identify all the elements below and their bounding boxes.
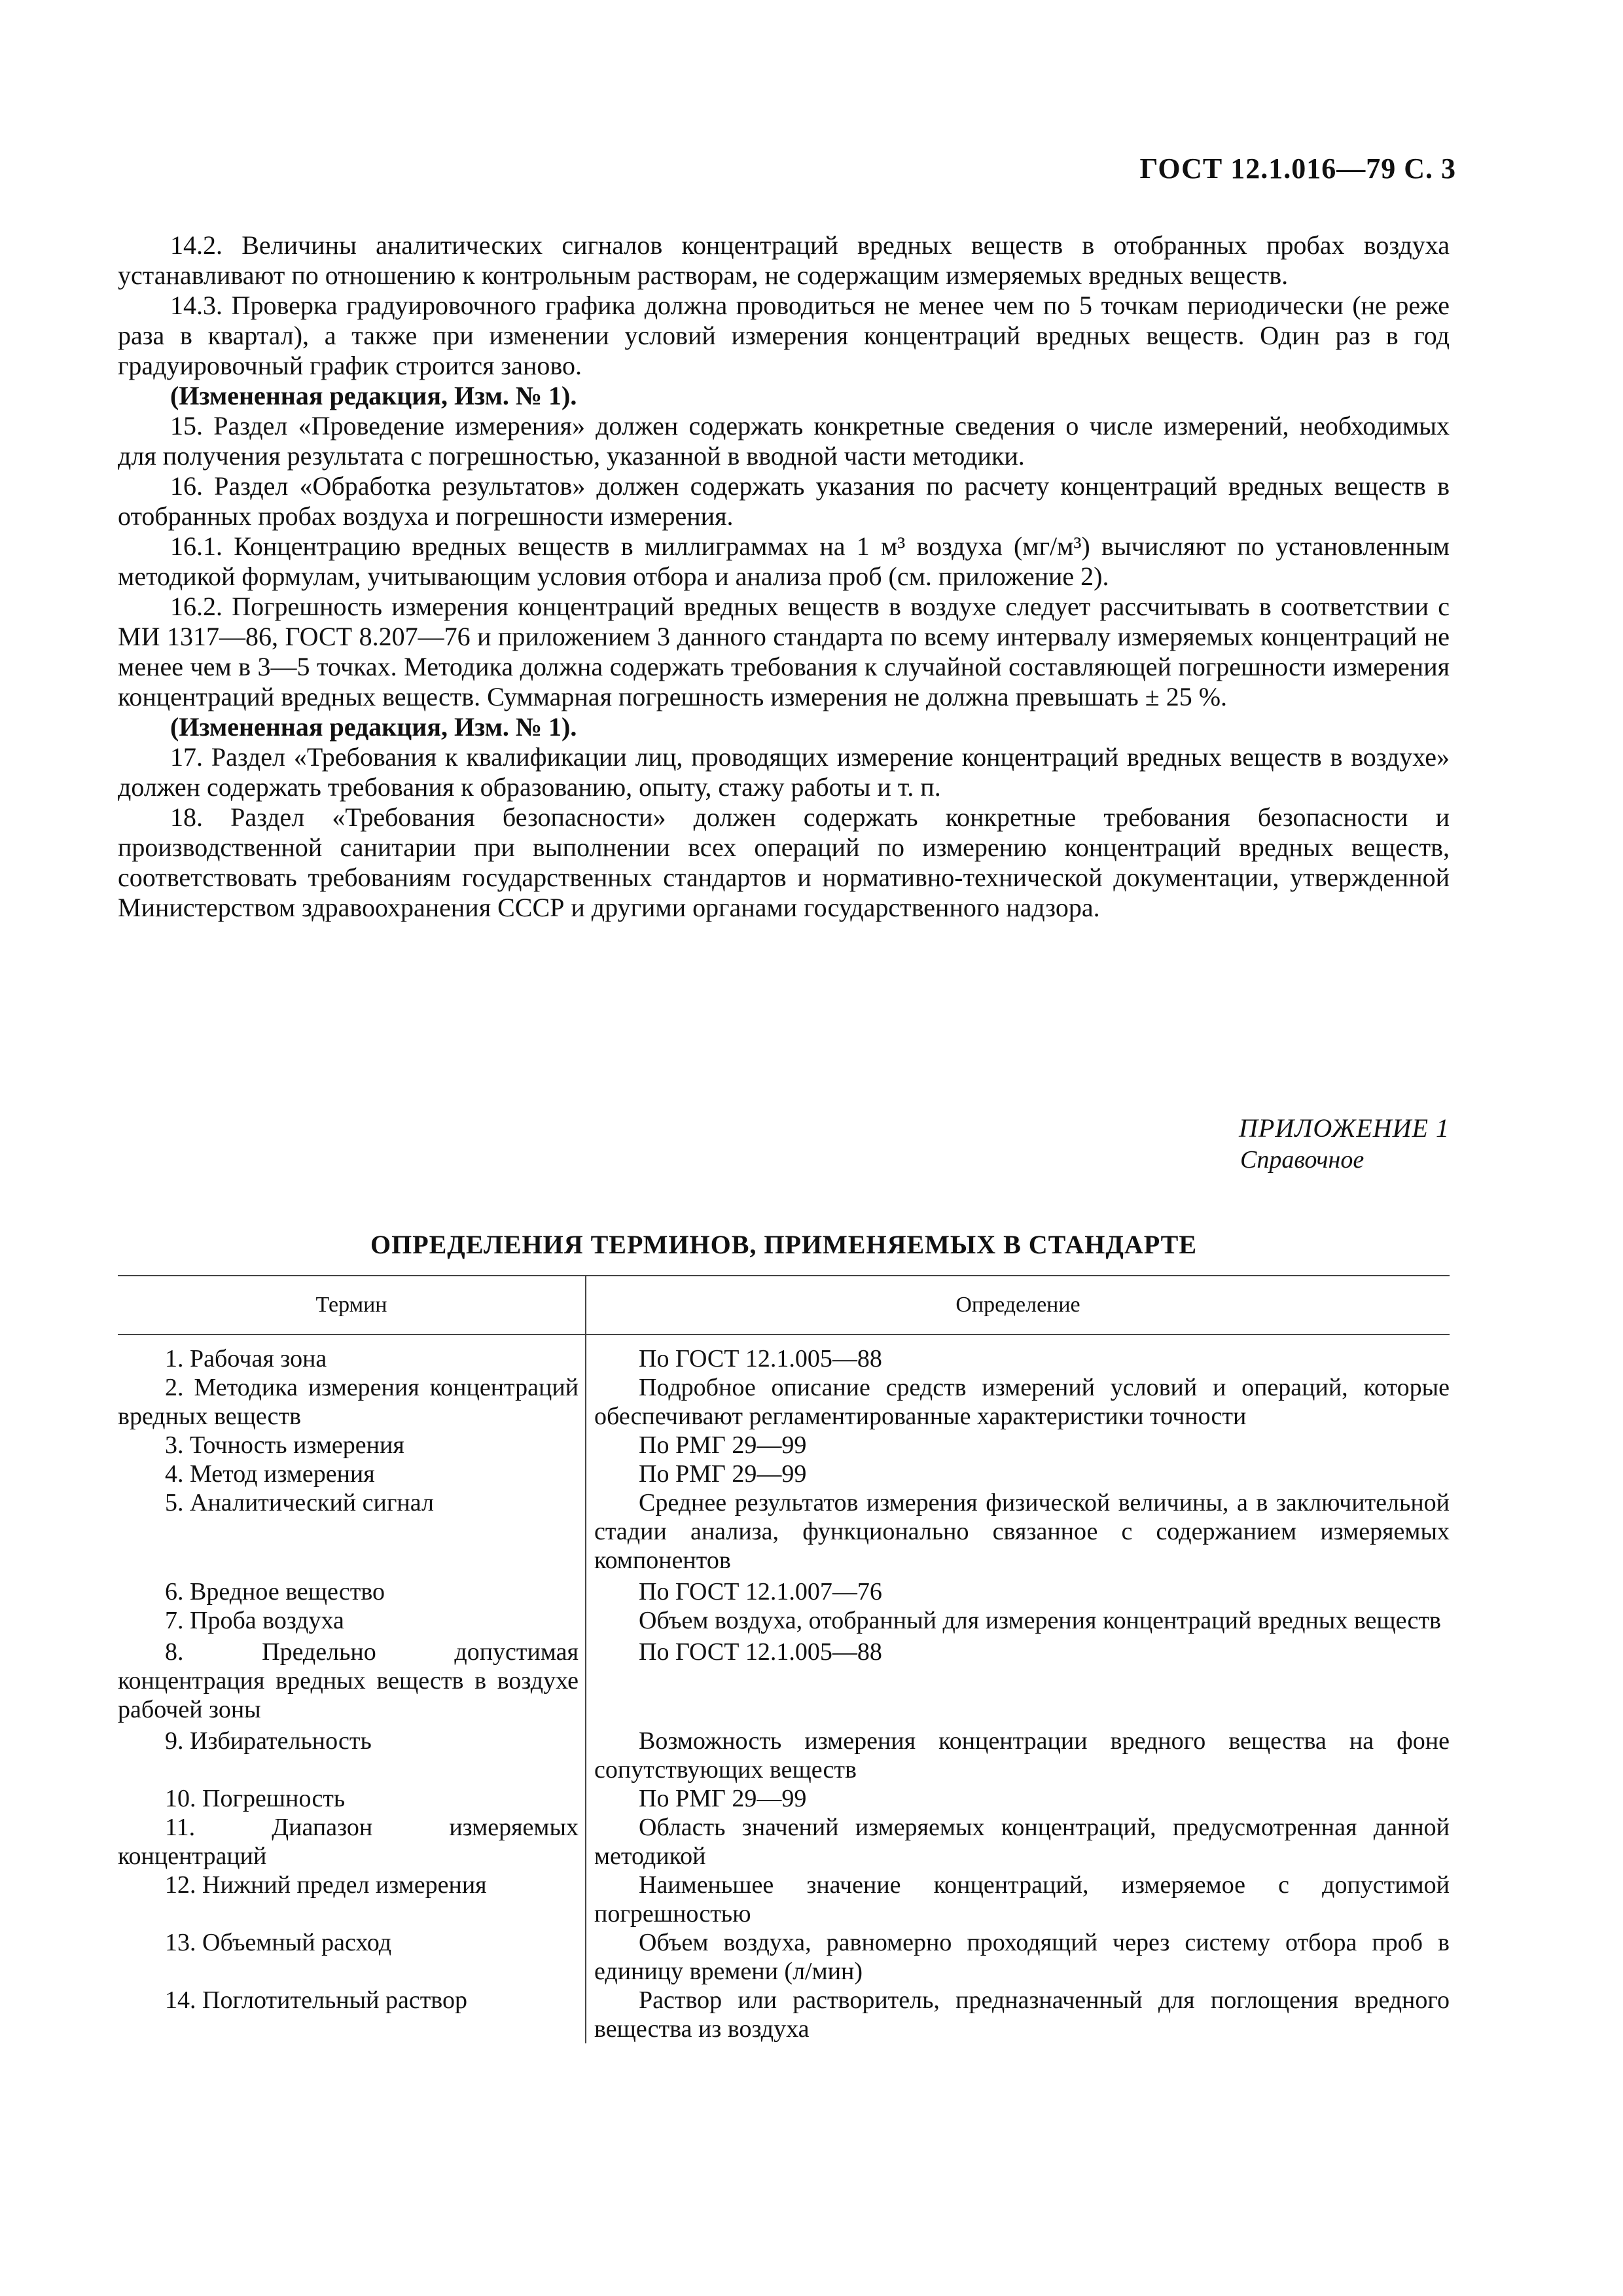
column-header-term: Термин	[118, 1276, 586, 1335]
paragraph-14-3: 14.3. Проверка градуировочного графика должна проводиться не менее чем по 5 точкам периодически (не реже раза в квартал), а также при изменении условий измерения концентраций вредных веществ. Один раз в год градуировочный график строится заново.	[118, 291, 1450, 380]
table-row	[118, 1335, 1450, 1373]
paragraph-16: 16. Раздел «Обработка результатов» должен содержать указания по расчету концентраций вредных веществ в отобранных пробах воздуха и погрешности измерения.	[118, 471, 1450, 531]
paragraph-15: 15. Раздел «Проведение измерения» должен содержать конкретные сведения о числе измерений, необходимых для получения результата с погрешностью, указанной в вводной части методики.	[118, 411, 1450, 471]
appendix-subtitle: Справочное	[1240, 1146, 1364, 1174]
definition-cell: По РМГ 29—99	[639, 1785, 807, 1812]
definition-cell: По ГОСТ 12.1.005—88	[639, 1345, 882, 1372]
column-header-definition: Определение	[586, 1276, 1450, 1335]
term-cell: 11. Диапазон измеряемых концентраций	[118, 1813, 586, 1871]
appendix-title: ПРИЛОЖЕНИЕ 1	[1239, 1113, 1450, 1143]
definition-cell: Возможность измерения концентрации вредного вещества на фоне сопутствующих веществ	[594, 1727, 1450, 1784]
term-cell: 12. Нижний предел измерения	[118, 1871, 586, 1928]
term-cell: 14. Поглотительный раствор	[118, 1986, 586, 2043]
table-title: ОПРЕДЕЛЕНИЯ ТЕРМИНОВ, ПРИМЕНЯЕМЫХ В СТАНДАРТЕ	[370, 1230, 1198, 1259]
definition-cell: Среднее результатов измерения физической величины, а в заключительной стадии анализа, функционально связанное с содержанием измеряемых компонентов	[594, 1489, 1450, 1574]
definition-cell: Область значений измеряемых концентраций, предусмотренная данной методикой	[594, 1814, 1450, 1870]
page-header-doc-id: ГОСТ 12.1.016—79 С. 3	[1139, 152, 1456, 185]
definition-cell: Раствор или растворитель, предназначенный для поглощения вредного вещества из воздуха	[594, 1986, 1450, 2043]
term-cell: 8. Предельно допустимая концентрация вредных веществ в воздухе рабочей зоны	[118, 1635, 586, 1724]
amendment-note: (Измененная редакция, Изм. № 1).	[170, 712, 577, 742]
definition-cell: Наименьшее значение концентраций, измеряемое с допустимой погрешностью	[594, 1871, 1450, 1928]
table-row	[118, 1373, 1450, 1431]
terms-table	[118, 1275, 1450, 2043]
amendment-note: (Измененная редакция, Изм. № 1).	[170, 381, 577, 410]
term-cell: 2. Методика измерения концентраций вредных веществ	[118, 1373, 586, 1431]
definition-cell: Объем воздуха, отобранный для измерения концентраций вредных веществ	[639, 1607, 1441, 1634]
definition-cell: По РМГ 29—99	[639, 1460, 807, 1488]
definition-cell: По РМГ 29—99	[639, 1431, 807, 1459]
paragraph-18: 18. Раздел «Требования безопасности» должен содержать конкретные требования безопасности и производственной санитарии при выполнении всех операций по измерению концентраций вредных веществ, соответствовать требованиям государственных стандартов и нормативно-технической документации, утвержденной Министерством здравоохранения СССР и другими органами государственного надзора.	[118, 802, 1450, 922]
appendix-label	[1239, 1113, 1450, 1175]
table-row	[118, 1928, 1450, 1986]
body-text	[118, 230, 1450, 923]
table-row	[118, 1986, 1450, 2043]
term-cell: 10. Погрешность	[118, 1784, 586, 1813]
term-cell: 6. Вредное вещество	[118, 1575, 586, 1606]
term-cell: 7. Проба воздуха	[118, 1606, 586, 1635]
table-row	[118, 1488, 1450, 1575]
table-row	[118, 1431, 1450, 1460]
paragraph-16-1: 16.1. Концентрацию вредных веществ в миллиграммах на 1 м³ воздуха (мг/м³) вычисляют по установленным методикой формулам, учитывающим условия отбора и анализа проб (см. приложение 2).	[118, 531, 1450, 591]
table-row	[118, 1813, 1450, 1871]
paragraph-16-2: 16.2. Погрешность измерения концентраций вредных веществ в воздухе следует рассчитывать в соответствии с МИ 1317—86, ГОСТ 8.207—76 и приложением 3 данного стандарта по всему интервалу измеряемых концентраций не менее чем в 3—5 точках. Методика должна содержать требования к случайной составляющей погрешности измерения концентраций вредных веществ. Суммарная погрешность измерения не должна превышать ± 25 %.	[118, 592, 1450, 711]
definition-cell: Подробное описание средств измерений условий и операций, которые обеспечивают регламентированные характеристики точности	[594, 1374, 1450, 1430]
table-row	[118, 1575, 1450, 1606]
term-cell: 13. Объемный расход	[118, 1928, 586, 1986]
table-row	[118, 1784, 1450, 1813]
table-row	[118, 1871, 1450, 1928]
table-row	[118, 1724, 1450, 1784]
term-cell: 5. Аналитический сигнал	[118, 1488, 586, 1575]
definition-cell: По ГОСТ 12.1.007—76	[639, 1578, 882, 1605]
table-row	[118, 1606, 1450, 1635]
term-cell: 9. Избирательность	[118, 1724, 586, 1784]
definition-cell: Объем воздуха, равномерно проходящий через систему отбора проб в единицу времени (л/мин)	[594, 1929, 1450, 1985]
table-row	[118, 1635, 1450, 1724]
paragraph-14-2: 14.2. Величины аналитических сигналов концентраций вредных веществ в отобранных пробах воздуха устанавливают по отношению к контрольным растворам, не содержащим измеряемых вредных веществ.	[118, 230, 1450, 290]
table-header-row	[118, 1276, 1450, 1335]
definition-cell: По ГОСТ 12.1.005—88	[639, 1638, 882, 1666]
paragraph-17: 17. Раздел «Требования к квалификации лиц, проводящих измерение концентраций вредных веществ в воздухе» должен содержать требования к образованию, опыту, стажу работы и т. п.	[118, 742, 1450, 802]
table-row	[118, 1460, 1450, 1488]
term-cell: 1. Рабочая зона	[118, 1335, 586, 1373]
term-cell: 3. Точность измерения	[118, 1431, 586, 1460]
term-cell: 4. Метод измерения	[118, 1460, 586, 1488]
